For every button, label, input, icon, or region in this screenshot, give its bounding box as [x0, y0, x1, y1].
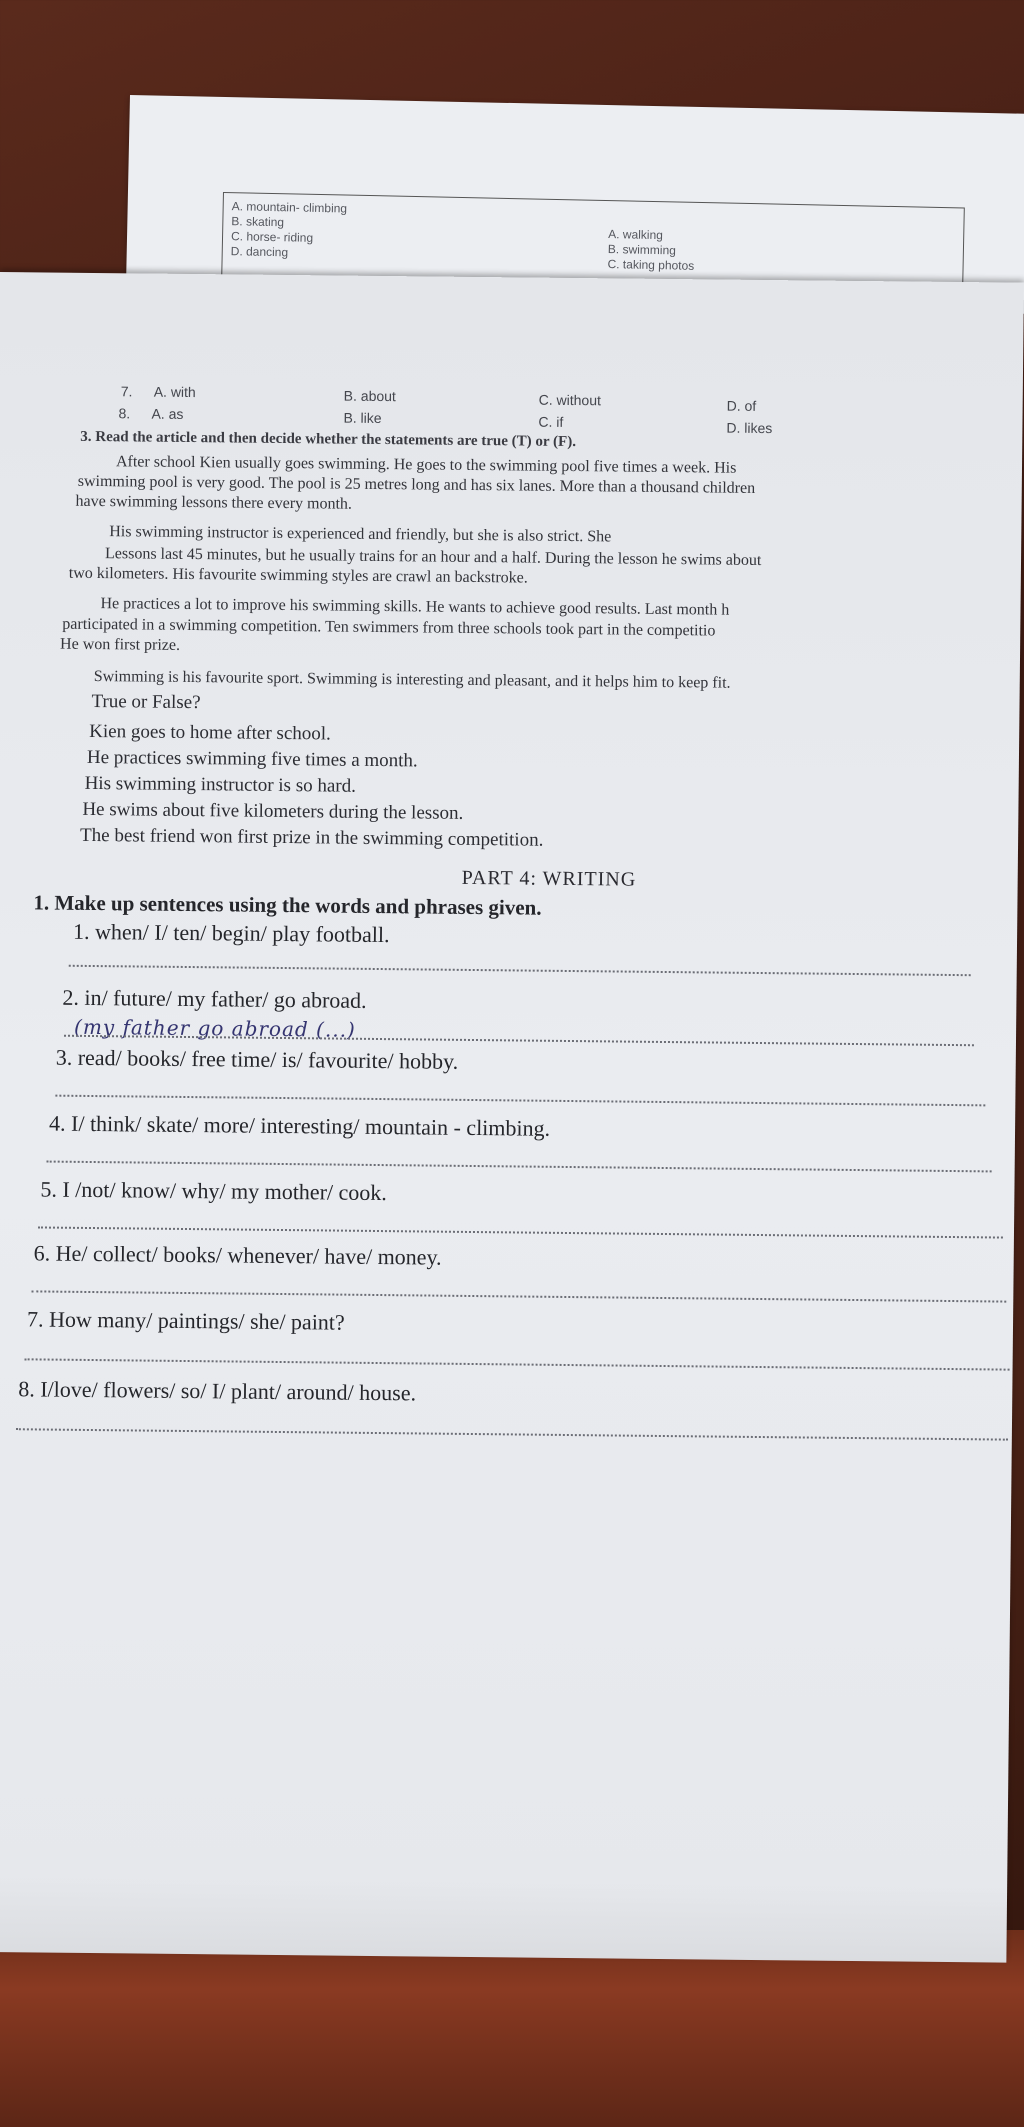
article-line: participated in a swimming competition. Ten swimmers from three schools took part in the competitio [62, 615, 716, 640]
article-line: swimming pool is very good. The pool is 25 metres long and has six lanes. More than a thousand children [77, 472, 756, 497]
writing-item-8: 8. I/love/ flowers/ so/ I/ plant/ around/ house. [18, 1376, 417, 1406]
question-7-option-a: A. with [153, 383, 196, 401]
question-8-option-a: A. as [151, 405, 184, 422]
answer-line-1[interactable] [69, 965, 971, 976]
writing-item-5: 5. I /not/ know/ why/ my mother/ cook. [40, 1176, 387, 1206]
answer-line-8[interactable] [16, 1428, 1008, 1440]
answer-line-4[interactable] [47, 1161, 992, 1173]
right-options [607, 227, 695, 274]
question-8-number: 8. [118, 405, 131, 422]
article-line: He practices a lot to improve his swimming skills. He wants to achieve good results. Last month h [100, 595, 730, 619]
statement-1: Kien goes to home after school. [89, 720, 331, 745]
article-line: two kilometers. His favourite swimming styles are crawl an backstroke. [68, 564, 528, 587]
question-8-option-c: C. if [538, 413, 564, 430]
article-line: have swimming lessons there every month. [75, 492, 353, 513]
part-4-title: PART 4: WRITING [461, 866, 637, 891]
handwritten-answer-2: (my father go abroad (...) [73, 1014, 356, 1042]
writing-item-7: 7. How many/ paintings/ she/ paint? [26, 1306, 345, 1335]
question-7-option-b: B. about [343, 387, 396, 405]
question-7-option-d: D. of [726, 397, 757, 414]
writing-item-4: 4. I/ think/ skate/ more/ interesting/ mountain - climbing. [48, 1110, 551, 1141]
writing-item-2: 2. in/ future/ my father/ go abroad. [62, 984, 367, 1013]
answer-line-7[interactable] [25, 1358, 1010, 1370]
article-line: His swimming instructor is experienced and friendly, but she is also strict. She [109, 523, 612, 546]
reading-instruction: 3. Read the article and then decide whether the statements are true (T) or (F). [80, 428, 577, 451]
question-7-number: 7. [120, 383, 133, 400]
option-a: A. walking [608, 227, 664, 243]
article-line: Lessons last 45 minutes, but he usually trains for an hour and a half. During the lesson he swims about [104, 545, 762, 569]
answer-line-3[interactable] [55, 1095, 985, 1107]
writing-item-3: 3. read/ books/ free time/ is/ favourite/ hobby. [55, 1044, 459, 1074]
statement-2: He practices swimming five times a month. [86, 746, 418, 772]
option-b: B. swimming [607, 242, 677, 258]
option-a: A. mountain- climbing [231, 199, 348, 216]
true-false-heading: True or False? [91, 690, 201, 714]
article-line: Swimming is his favourite sport. Swimming is interesting and pleasant, and it helps him to keep fit. [93, 668, 731, 692]
writing-task: 1. Make up sentences using the words and phrases given. [33, 890, 542, 920]
writing-item-6: 6. He/ collect/ books/ whenever/ have/ money. [33, 1240, 442, 1270]
article-line: He won first prize. [60, 635, 181, 654]
page-shading [0, 1872, 1007, 1963]
answer-line-5[interactable] [38, 1226, 1003, 1238]
question-8-option-d: D. likes [726, 419, 773, 437]
statement-3: His swimming instructor is so hard. [84, 772, 357, 797]
writing-item-1: 1. when/ I/ ten/ begin/ play football. [72, 918, 390, 948]
question-8-option-b: B. like [343, 409, 382, 427]
article-line: After school Kien usually goes swimming. He goes to the swimming pool five times a week. His [115, 453, 737, 477]
option-b: B. skating [231, 214, 285, 230]
answer-line-2[interactable] [64, 1035, 974, 1047]
front-worksheet-page [0, 272, 1024, 1963]
option-c: C. horse- riding [230, 229, 314, 245]
left-options [231, 199, 348, 261]
statement-5: The best friend won first prize in the swimming competition. [79, 824, 544, 851]
question-7-option-c: C. without [538, 391, 602, 409]
answer-line-6[interactable] [31, 1290, 1006, 1302]
option-c: C. taking photos [607, 257, 695, 273]
statement-4: He swims about five kilometers during the lesson. [82, 798, 464, 824]
option-d: D. dancing [230, 244, 289, 260]
